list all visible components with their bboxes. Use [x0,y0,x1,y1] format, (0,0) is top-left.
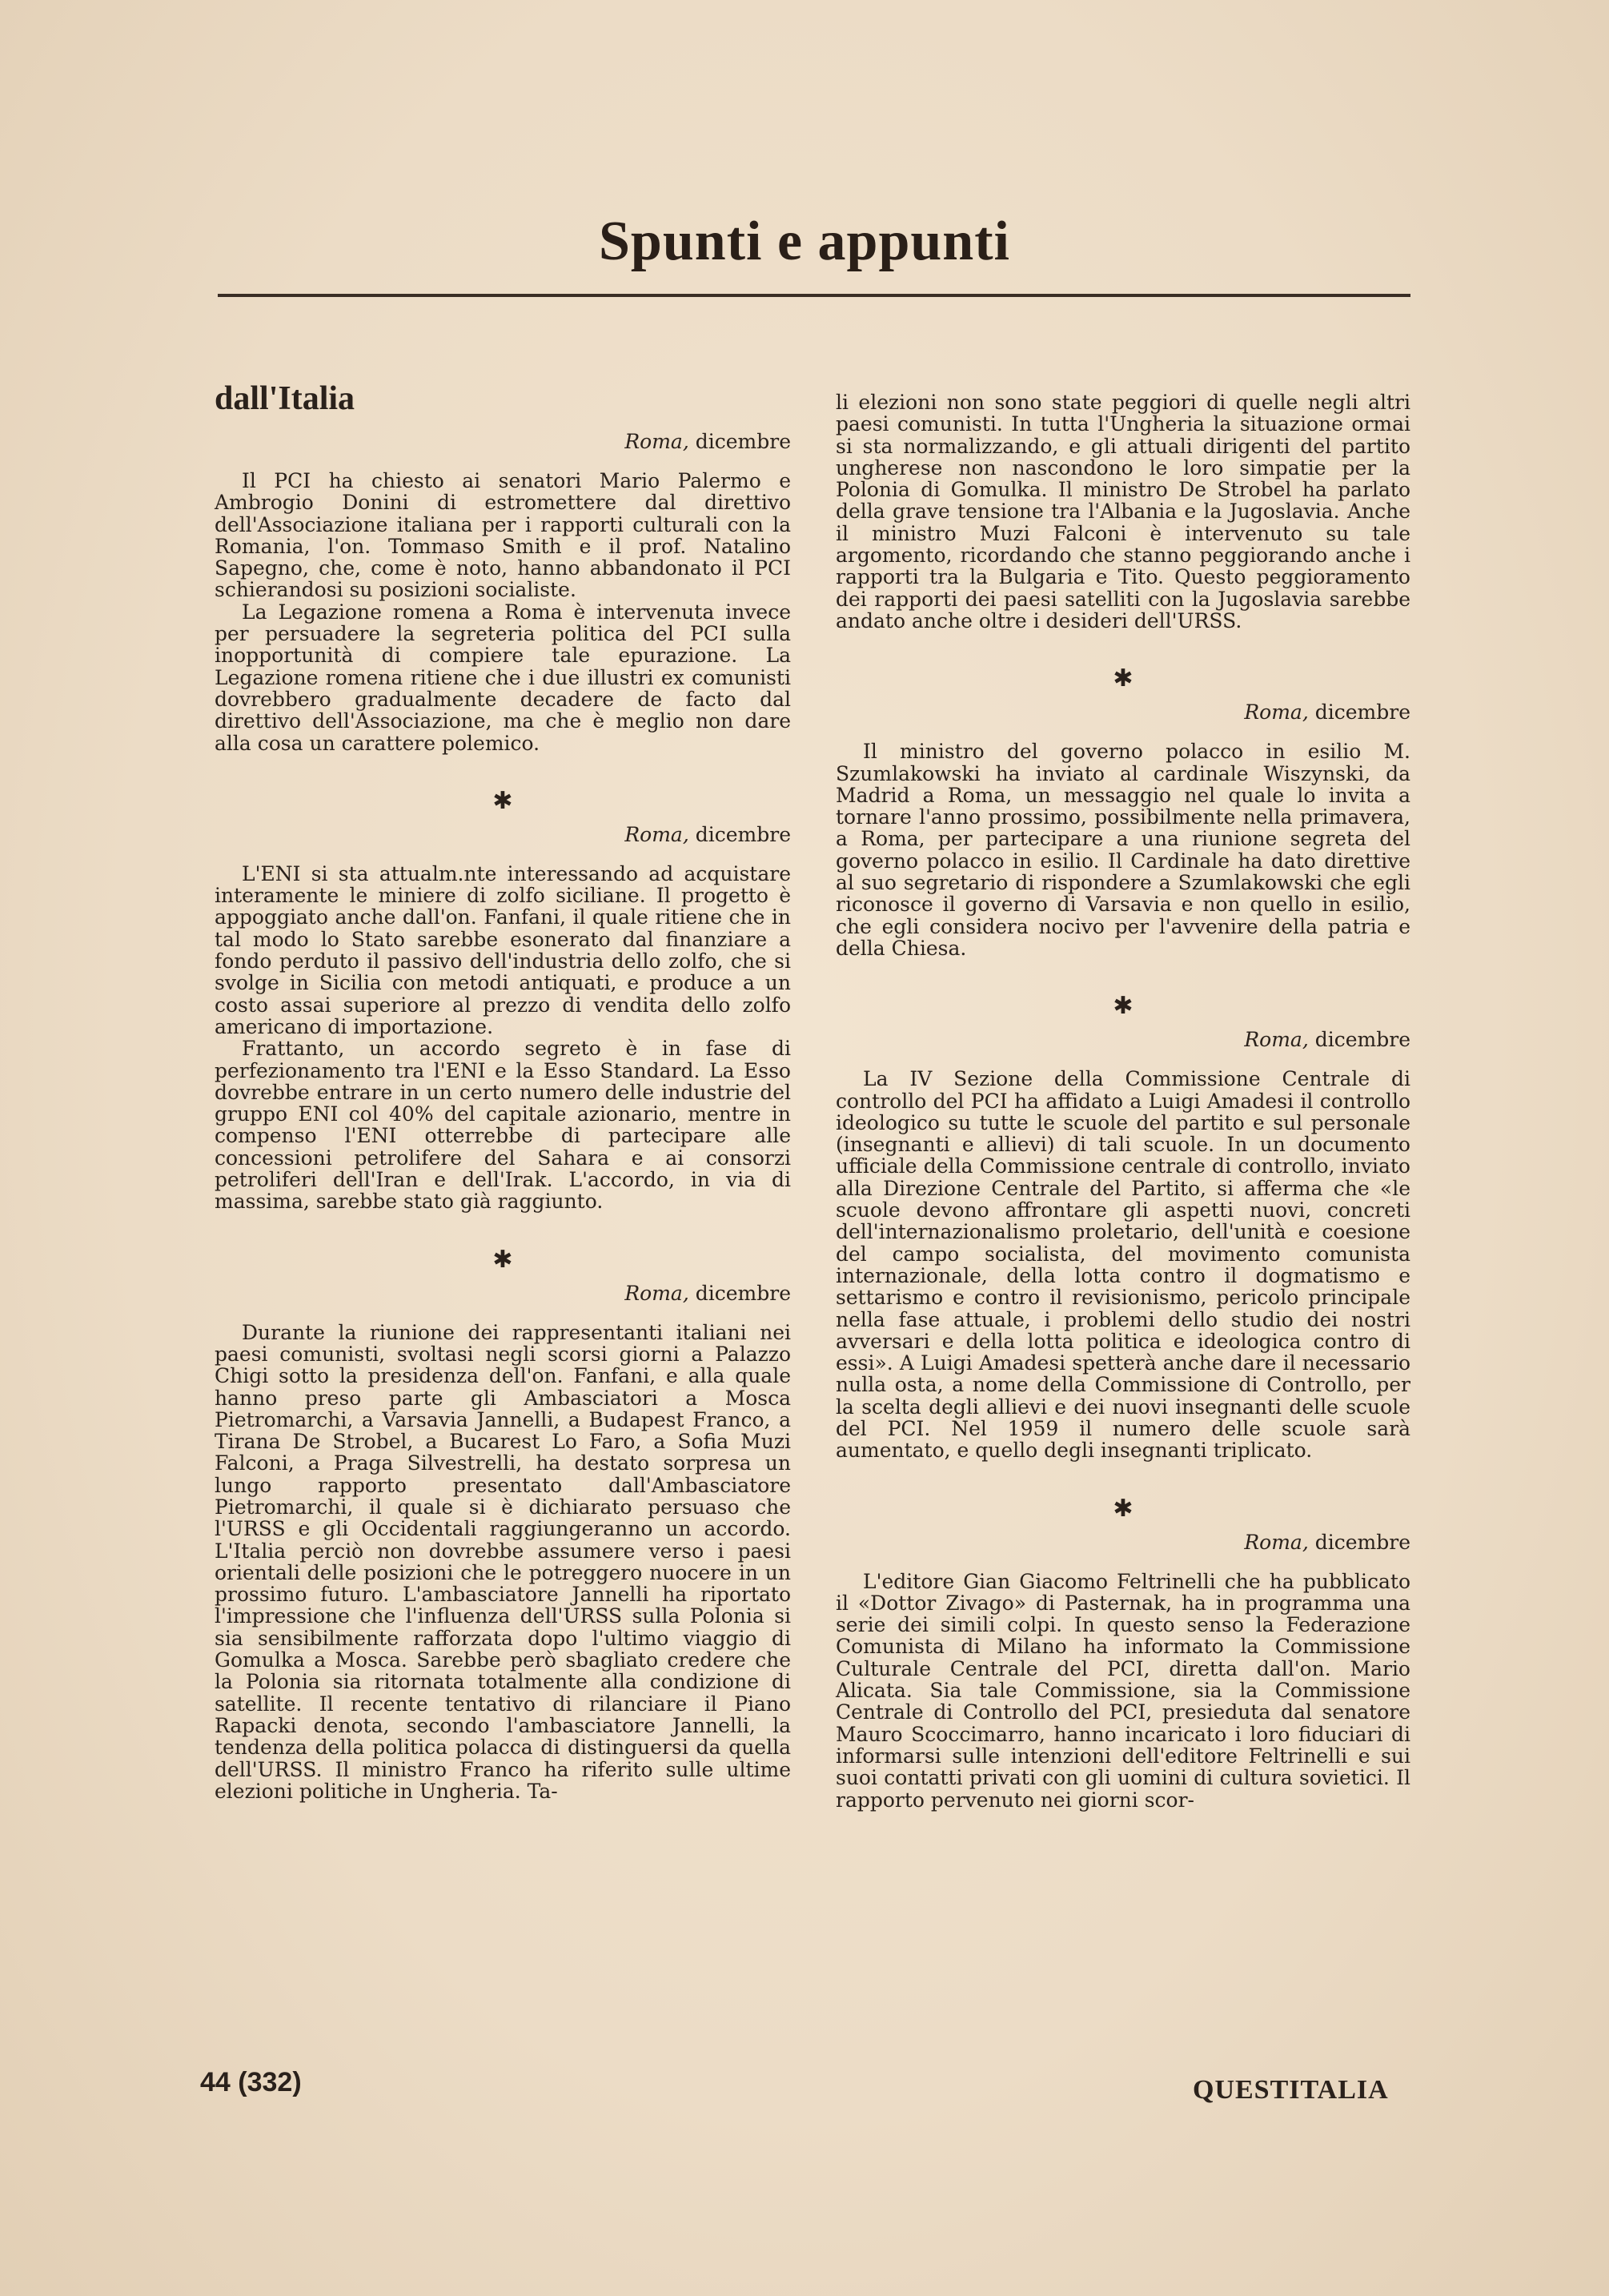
article [215,786,791,1214]
dateline: Roma, dicembre [1244,1028,1410,1052]
paragraph: L'editore Gian Giacomo Feltrinelli che ha pubblicato il «Dottor Zivago» di Pasternak, ha in programma una serie dei simili colpi. In questo senso la Federazione Comunista di Milano ha informato la Commissione Culturale Centrale del PCI, diretta dall'on. Mario Alicata. Sia tale Commissione, sia la Commissione Centrale di Controllo del PCI, presieduta dal senatore Mauro Scoccimarro, hanno incaricato i loro fiduciari di informarsi sulle intenzioni dell'editore Feltrinelli e sui suoi contatti privati con gli uomini di cultura sovietici. Il rapporto pervenuto nei giorni scor- [836,1569,1410,1812]
dateline: Roma, dicembre [1244,700,1410,725]
left-column [215,379,791,1802]
paragraph: Il PCI ha chiesto ai senatori Mario Palermo e Ambrogio Donini di estromettere dal direttivo dell'Associazione italiana per i rapporti culturali con la Romania, l'on. Tommaso Smith e il prof. Natalino Sapegno, che, come è noto, hanno abbandonato il PCI schierandosi su posizioni socialiste. [215,469,791,602]
right-column [836,391,1410,1811]
separator-star-icon: ✱ [492,1245,513,1274]
paragraph: La IV Sezione della Commissione Centrale di controllo del PCI ha affidato a Luigi Amadesi il controllo ideologico su tutte le scuole del partito e sul personale (insegnanti e allievi) di tali scuole. In un documento ufficiale della Commissione centrale di controllo, inviato alla Direzione Centrale del Partito, si afferma che «le scuole devono affrontare gli aspetti nuovi, concreti dell'internazionalismo proletario, dell'unità e coesione del campo socialista, del movimento comunista internazionale, della lotta contro il dogmatismo e settarismo e contro il revisionismo, pericolo principale nella fase attuale, i problemi dello studio dei nostri avversari e della lotta politica e ideologica contro di essi». A Luigi Amadesi spetterà anche dare il necessario nulla osta, a nome della Commissione di Controllo, per la scelta degli allievi e dei nuovi insegnanti delle scuole del PCI. Nel 1959 il numero delle scuole sarà aumentato, e quello degli insegnanti triplicato. [836,1067,1410,1463]
article [215,1245,791,1803]
dateline: Roma, dicembre [624,822,791,846]
dateline: Roma, dicembre [1244,1530,1410,1554]
paragraph: Durante la riunione dei rappresentanti italiani nei paesi comunisti, svoltasi negli scorsi giorni a Palazzo Chigi sotto la presidenza dell'on. Fanfani, e alla quale hanno preso parte gli Ambasciatori a Mosca Pietromarchi, a Varsavia Jannelli, a Budapest Franco, a Tirana De Strobel, a Bucarest Lo Faro, a Sofia Muzi Falconi, a Praga Silvestrelli, ha destato sorpresa un lungo rapporto presentato dall'Ambasciatore Pietromarchi, il quale si è dichiarato persuaso che l'URSS e gli Occidentali raggiungeranno un accordo. L'Italia perciò non dovrebbe assumere verso i paesi orientali delle posizioni che le potreggero nuocere in un prossimo futuro. L'ambasciatore Jannelli ha riportato l'impressione che l'influenza dell'URSS sulla Polonia si sia sensibilmente rafforzata dopo l'ultimo viaggio di Gomulka a Mosca. Sarebbe però sbagliato credere che la Polonia sia ritornata totalmente alla condizione di satellite. Il recente tentativo di rilanciare il Piano Rapacki denota, secondo l'ambasciatore Jannelli, la tendenza della politica polacca di distinguersi da quella dell'URSS. Il ministro Franco ha riferito sulle ultime elezioni politiche in Ungheria. Ta- [215,1320,791,1803]
paragraph: Il ministro del governo polacco in esilio M. Szumlakowski ha inviato al cardinale Wiszynski, da Madrid a Roma, un messaggio nel quale lo invita a tornare l'anno prossimo, possibilmente nella primavera, a Roma, per partecipare a una riunione segreta del governo polacco in esilio. Il Cardinale ha dato direttive al suo segretario di rispondere a Szumlakowski che egli riconosce il governo di Varsavia e non quello in esilio, che egli considera nocivo per l'avvenire della patria e della Chiesa. [836,740,1410,960]
paragraph: li elezioni non sono state peggiori di quelle negli altri paesi comunisti. In tutta l'Ungheria la situazione ormai si sta normalizzando, e gli attuali dirigenti del partito ungherese non nascondono le loro simpatie per la Polonia di Gomulka. Il ministro De Strobel ha parlato della grave tensione tra l'Albania e la Jugoslavia. Anche il ministro Muzi Falconi è intervenuto su tale argomento, ricordando che stanno peggiorando anche i rapporti tra la Bulgaria e Tito. Questo peggioramento dei rapporti dei paesi satelliti con la Jugoslavia sarebbe andato anche oltre i desideri dell'URSS. [836,391,1410,632]
magazine-name: QUESTITALIA [1193,2075,1389,2105]
article-continuation [836,391,1410,632]
article [215,430,791,754]
article [836,664,1410,960]
paragraph: L'ENI si sta attualm.nte interessando ad acquistare interamente le miniere di zolfo siciliane. Il progetto è appoggiato anche dall'on. Fanfani, il quale ritiene che in tal modo lo Stato sarebbe esonerato dal finanziare a fondo perduto il passivo dell'industria dello zolfo, che si svolge in Sicilia con metodi antiquati, e produce a un costo assai superiore al prezzo di vendita dello zolfo americano di importazione. [215,861,791,1038]
title-rule [218,294,1410,297]
paragraph: Frattanto, un accordo segreto è in fase di perfezionamento tra l'ENI e la Esso Standard. La Esso dovrebbe entrare in un certo numero delle industrie del gruppo ENI col 40% del capitale azionario, mentre in compenso l'ENI otterrebbe di partecipare alle concessioni petrolifere del Sahara e ai consorzi petroliferi dell'Iran e dell'Irak. L'accordo, in via di massima, sarebbe stato già raggiunto. [215,1037,791,1214]
article [836,994,1410,1461]
dateline: Roma, dicembre [624,1281,791,1305]
separator-star-icon: ✱ [1113,992,1134,1021]
separator-star-icon: ✱ [1113,664,1134,693]
separator-star-icon: ✱ [492,786,513,815]
article [836,1494,1410,1812]
page-title: Spunti e appunti [598,211,1011,272]
dateline: Roma, dicembre [624,430,791,453]
page-number: 44 (332) [200,2067,302,2097]
section-heading: dall'Italia [215,380,355,417]
separator-star-icon: ✱ [1113,1494,1134,1523]
paragraph: La Legazione romena a Roma è intervenuta invece per persuadere la segreteria politica del PCI sulla inopportunità di compiere tale epurazione. La Legazione romena ritiene che i due illustri ex comunisti dovrebbero gradualmente decadere de facto dal direttivo dell'Associazione, ma che è meglio non dare alla cosa un carattere polemico. [215,600,791,755]
